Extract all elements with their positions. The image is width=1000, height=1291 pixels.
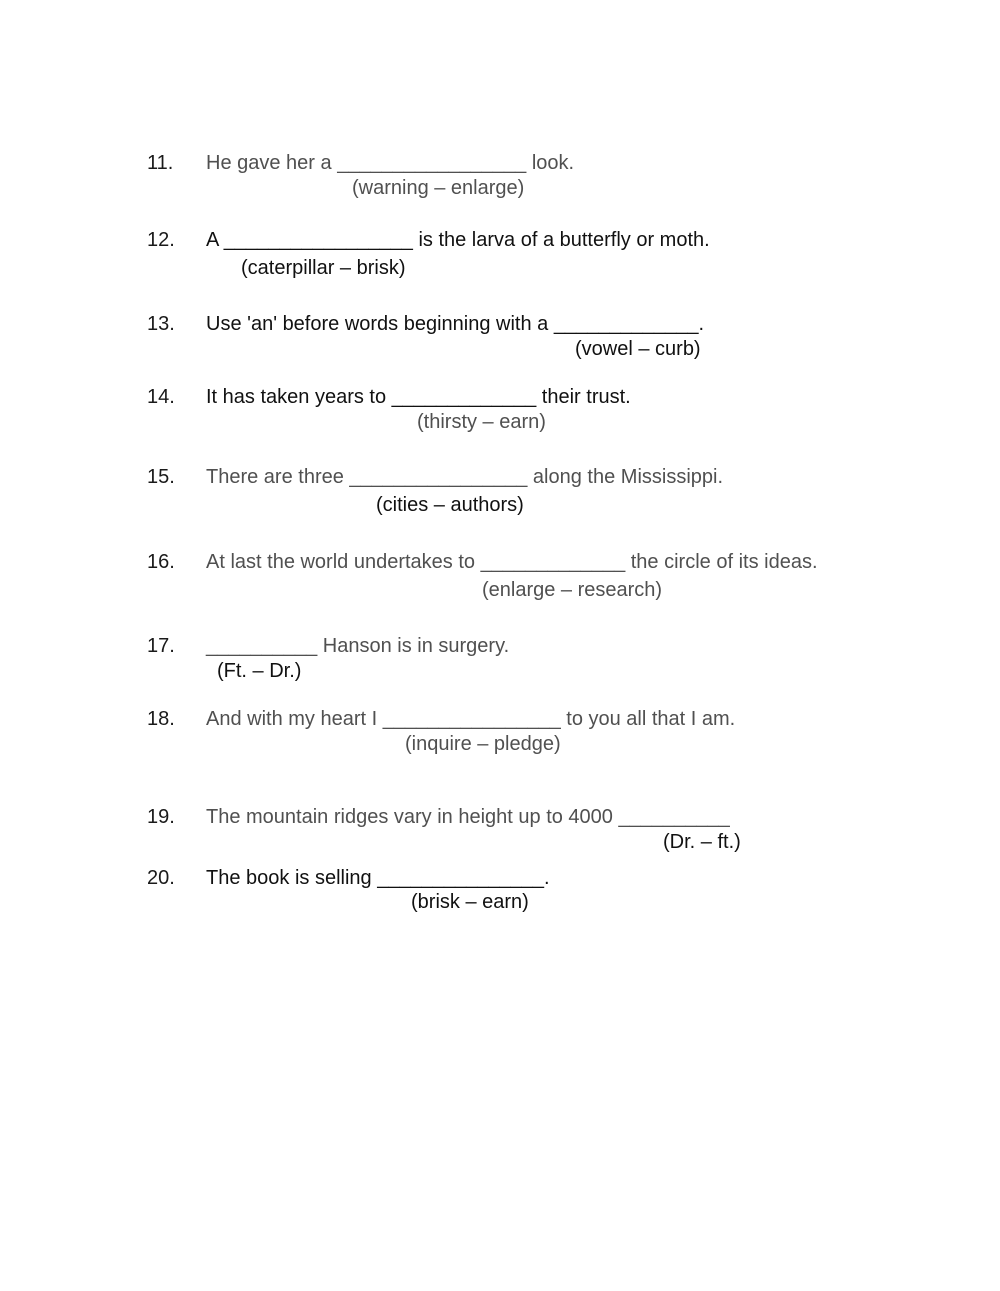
answer-choices: (brisk – earn) [411, 891, 529, 913]
answer-choices: (Dr. – ft.) [663, 831, 741, 853]
answer-choices: (vowel – curb) [575, 338, 701, 360]
question-number: 19. [147, 806, 175, 828]
question-sentence: There are three ________________ along the Mississippi. [206, 466, 724, 488]
question-sentence: He gave her a _________________ look. [206, 152, 575, 174]
answer-choices: (enlarge – research) [482, 579, 663, 601]
question-sentence: Use 'an' before words beginning with a _____________. [206, 313, 704, 335]
answer-choices: (inquire – pledge) [405, 733, 561, 755]
answer-choices: (cities – authors) [376, 494, 524, 516]
question-sentence: And with my heart I ________________ to you all that I am. [206, 708, 736, 730]
question-number: 12. [147, 229, 175, 251]
question-sentence: It has taken years to _____________ their trust. [206, 386, 631, 408]
question-sentence: At last the world undertakes to _____________ the circle of its ideas. [206, 551, 818, 573]
question-number: 16. [147, 551, 175, 573]
answer-choices: (thirsty – earn) [417, 411, 546, 433]
question-number: 15. [147, 466, 175, 488]
question-number: 18. [147, 708, 175, 730]
question-number: 11. [147, 152, 174, 174]
question-sentence: The book is selling _______________. [206, 867, 550, 889]
question-number: 13. [147, 313, 175, 335]
question-sentence: The mountain ridges vary in height up to 4000 __________ [206, 806, 730, 828]
answer-choices: (caterpillar – brisk) [241, 257, 406, 279]
question-sentence: A _________________ is the larva of a butterfly or moth. [206, 229, 710, 251]
question-number: 14. [147, 386, 175, 408]
question-sentence: __________ Hanson is in surgery. [206, 635, 510, 657]
question-number: 17. [147, 635, 175, 657]
answer-choices: (warning – enlarge) [352, 177, 525, 199]
question-number: 20. [147, 867, 175, 889]
answer-choices: (Ft. – Dr.) [217, 660, 302, 682]
